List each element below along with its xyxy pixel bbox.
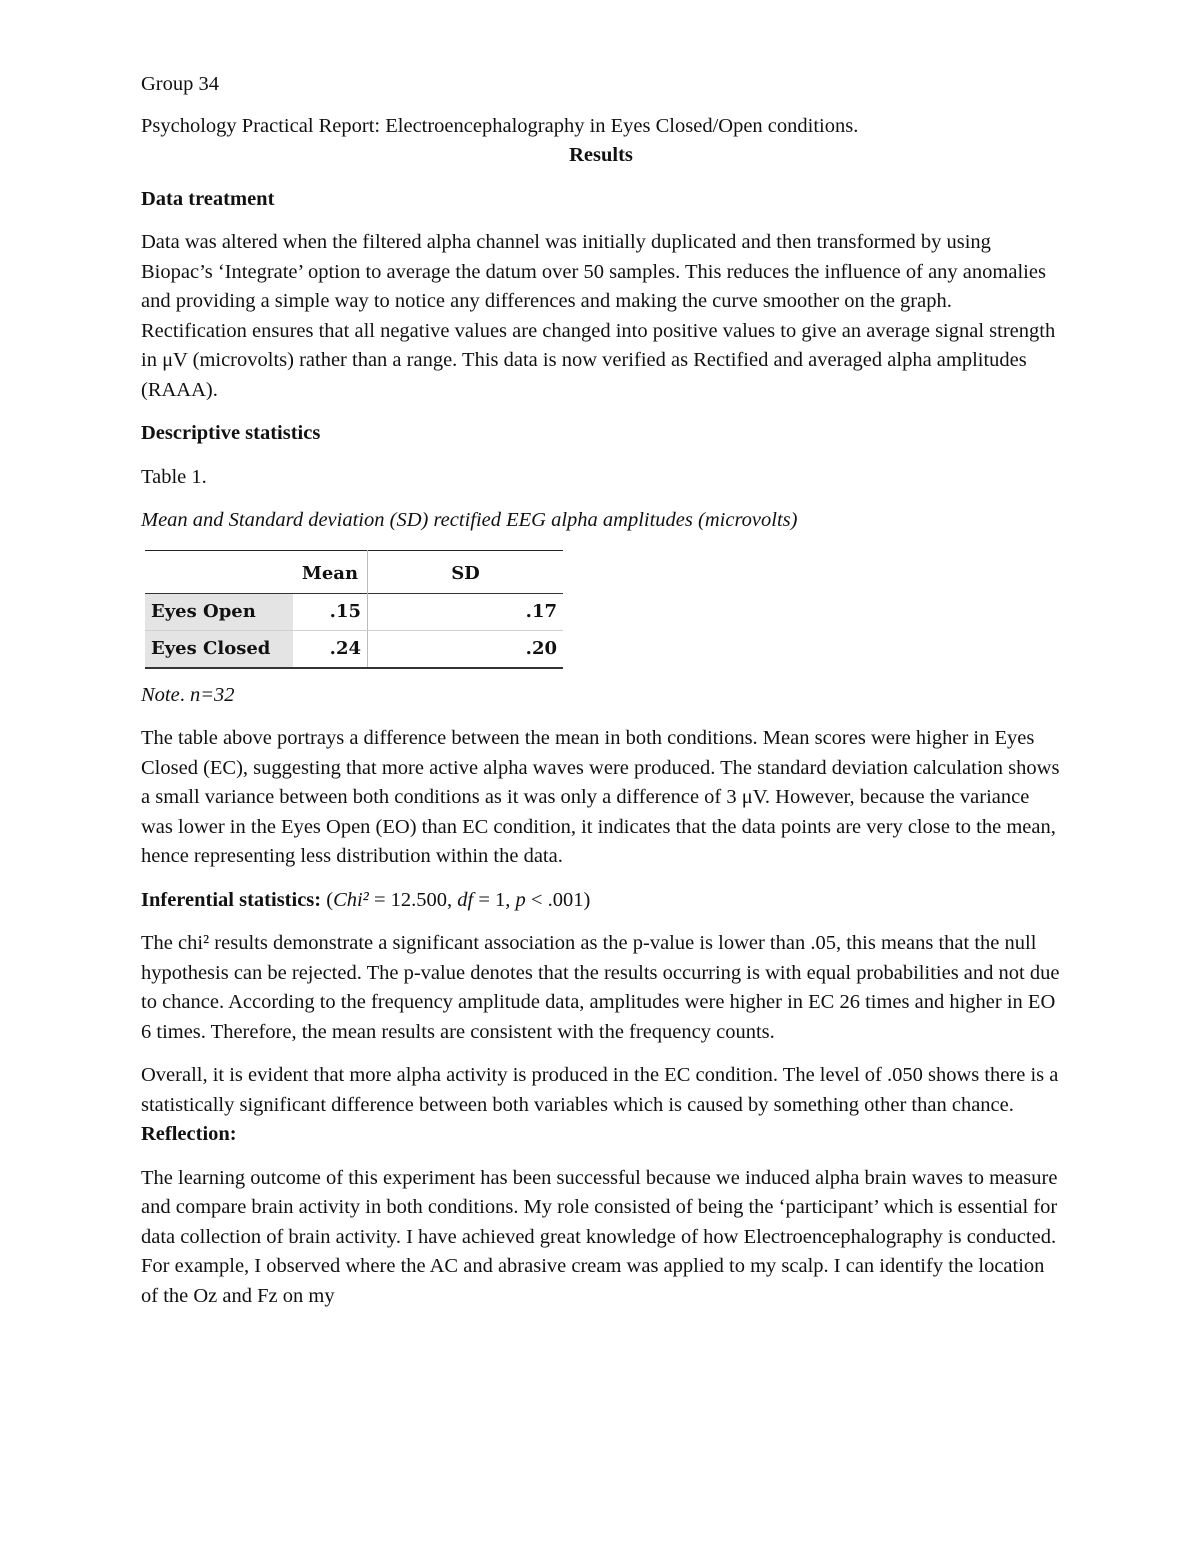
cell-sd-eyes-open: .17 <box>368 593 564 630</box>
data-treatment-heading: Data treatment <box>141 187 275 210</box>
note-value: n=32 <box>189 683 235 706</box>
row-label-eyes-open: Eyes Open <box>145 593 293 630</box>
descriptive-statistics-heading: Descriptive statistics <box>141 422 321 444</box>
row-label-eyes-closed: Eyes Closed <box>145 630 293 668</box>
table-header-row <box>145 550 563 593</box>
chi-value: = 12.500, <box>368 888 458 911</box>
table-label: Table 1. <box>141 465 207 488</box>
df-label: df <box>457 888 474 911</box>
document-page <box>141 70 1061 1325</box>
table-note: Note. n=32 <box>141 683 235 706</box>
p-value: < .001) <box>525 888 591 911</box>
cell-mean-eyes-closed: .24 <box>293 630 368 668</box>
group-label: Group 34 <box>141 73 220 95</box>
stat-open-paren: ( <box>326 888 334 911</box>
stats-table-wrapper <box>145 550 563 669</box>
inferential-paragraph-1: The chi² results demonstrate a significant association as the p-value is lower than .05, this means that the null hypothesis can be rejected. The p-value denotes that the results occurring is with equal probabilities and not due to chance. According to the frequency amplitude data, amplitudes were higher in EC 26 times and higher in EO 6 times. Therefore, the mean results are consistent with the frequency counts. <box>141 932 1060 1043</box>
inferential-paragraph-2: Overall, it is evident that more alpha activity is produced in the EC condition. The level of .050 shows there is a statistically significant difference between both variables which is caused by something other than chance. <box>141 1064 1059 1116</box>
p-label: p <box>515 888 526 911</box>
note-label: Note <box>141 683 180 706</box>
inferential-statistics-heading: Inferential statistics: <box>141 888 322 911</box>
cell-mean-eyes-open: .15 <box>293 593 368 630</box>
table-header-mean: Mean <box>293 550 368 593</box>
descriptive-paragraph: The table above portrays a difference between the mean in both conditions. Mean scores were higher in Eyes Closed (EC), suggesting that more active alpha waves were produced. The standard deviation calculation shows a small variance between both conditions as it was only a difference of 3 μV. However, because the variance was lower in the Eyes Open (EO) than EC condition, it indicates that the data points are very close to the mean, hence representing less distribution within the data. <box>141 727 1060 867</box>
inferential-statistics-line <box>141 886 1061 916</box>
chi-label: Chi² <box>333 888 369 911</box>
table-row <box>145 630 563 668</box>
reflection-heading: Reflection: <box>141 1123 237 1145</box>
report-title: Psychology Practical Report: Electroencephalography in Eyes Closed/Open conditions. <box>141 114 859 137</box>
table-row <box>145 593 563 630</box>
cell-sd-eyes-closed: .20 <box>368 630 564 668</box>
data-treatment-paragraph: Data was altered when the filtered alpha channel was initially duplicated and then transformed by using Biopac’s ‘Integrate’ option to average the datum over 50 samples. This reduces the influence of any anomalies and providing a simple way to notice any differences and making the curve smoother on the graph. Rectification ensures that all negative values are changed into positive values to give an average signal strength in μV (microvolts) rather than a range. This data is now verified as Rectified and averaged alpha amplitudes (RAAA). <box>141 231 1056 401</box>
reflection-paragraph: The learning outcome of this experiment has been successful because we induced alpha brain waves to measure and compare brain activity in both conditions. My role consisted of being the ‘participant’ which is essential for data collection of brain activity. I have achieved great knowledge of how Electroencephalography is conducted. For example, I observed where the AC and abrasive cream was applied to my scalp. I can identify the location of the Oz and Fz on my <box>141 1166 1058 1307</box>
table-header-empty <box>145 550 293 593</box>
results-heading: Results <box>569 144 633 166</box>
table-caption: Mean and Standard deviation (SD) rectified EEG alpha amplitudes (microvolts) <box>141 509 798 531</box>
df-value: = 1, <box>473 888 516 911</box>
table-header-sd: SD <box>451 563 480 584</box>
stats-table <box>145 550 563 669</box>
